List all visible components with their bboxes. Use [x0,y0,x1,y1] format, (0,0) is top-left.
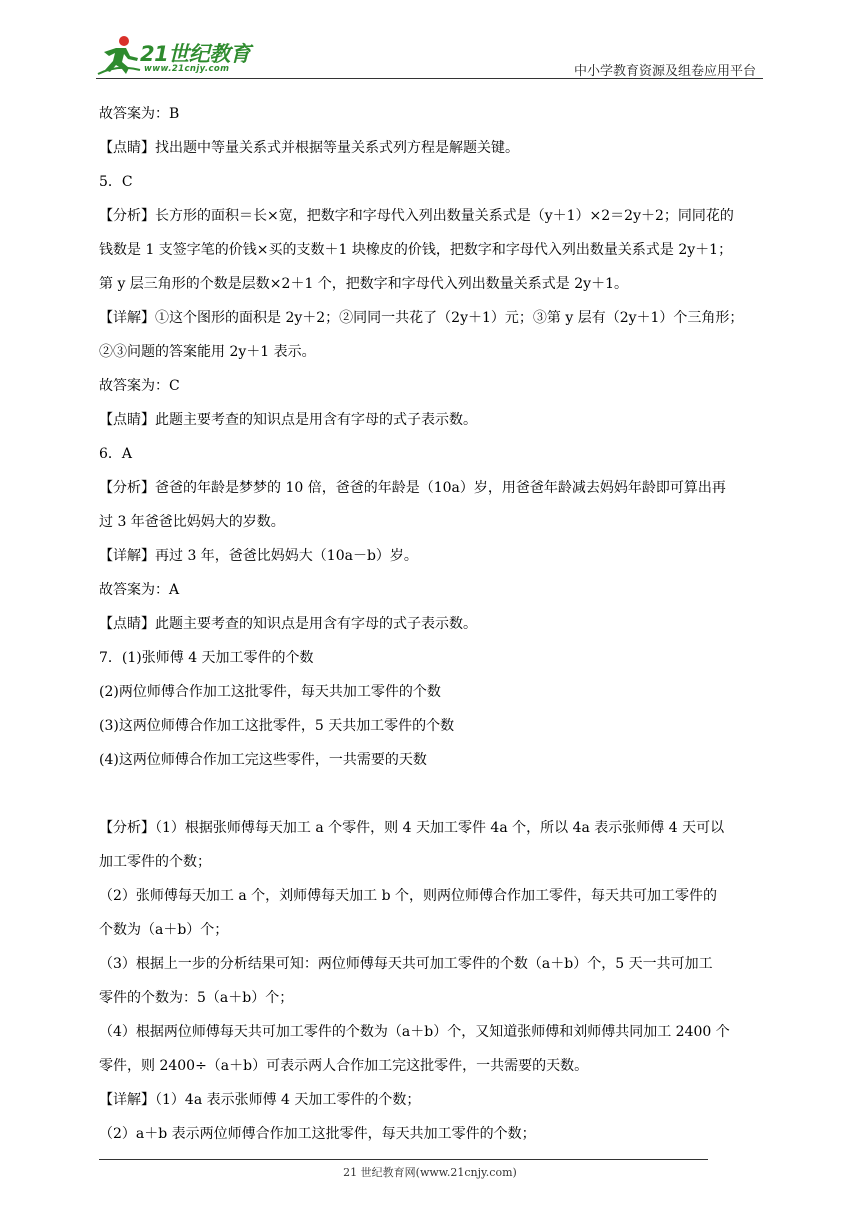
text-line: 零件的个数为：5（a＋b）个； [99,990,294,1006]
text-line: 过 3 年爸爸比妈妈大的岁数。 [99,514,285,530]
text-line: 【点睛】此题主要考查的知识点是用含有字母的式子表示数。 [99,616,477,632]
text-line: 第 y 层三角形的个数是层数×2＋1 个，把数字和字母代入列出数量关系式是 2y＋1。 [99,276,628,292]
text-line: 【分析】（1）根据张师傅每天加工 a 个零件，则 4 天加工零件 4a 个，所以 4a 表示张师傅 4 天可以 [99,820,725,836]
header-divider [96,78,763,79]
text-line: （4）根据两位师傅每天共可加工零件的个数为（a＋b）个，又知道张师傅和刘师傅共同加工 2400 个 [99,1024,730,1040]
text-line: (4)这两位师傅合作加工完这些零件，一共需要的天数 [99,752,427,768]
text-line: 【分析】长方形的面积＝长×宽，把数字和字母代入列出数量关系式是（y＋1）×2＝2y＋2；同同花的 [99,208,734,224]
text-line: 零件，则 2400÷（a＋b）可表示两人合作加工完这批零件，一共需要的天数。 [99,1058,589,1074]
text-line: (3)这两位师傅合作加工这批零件，5 天共加工零件的个数 [99,718,455,734]
text-line: (2)两位师傅合作加工这批零件，每天共加工零件的个数 [99,684,441,700]
text-line: 故答案为：C [99,378,180,394]
text-line: （3）根据上一步的分析结果可知：两位师傅每天共可加工零件的个数（a＋b）个，5 天一共可加工 [99,956,713,972]
text-line: 【详解】①这个图形的面积是 2y＋2；②同同一共花了（2y＋1）元；③第 y 层有（2y＋1）个三角形； [99,310,744,326]
logo-main-text: 21世纪教育 [140,42,251,66]
text-line: ②③问题的答案能用 2y＋1 表示。 [99,344,316,360]
text-line: （2）a＋b 表示两位师傅合作加工这批零件，每天共加工零件的个数； [99,1126,536,1142]
text-line: 【详解】（1）4a 表示张师傅 4 天加工零件的个数； [99,1092,421,1108]
runner-logo-icon [96,34,142,76]
text-line: 【点睛】此题主要考查的知识点是用含有字母的式子表示数。 [99,412,477,428]
footer-divider [99,1159,708,1160]
platform-title: 中小学教育资源及组卷应用平台 [573,64,756,79]
text-line: 【分析】爸爸的年龄是梦梦的 10 倍，爸爸的年龄是（10a）岁，用爸爸年龄减去妈妈年龄即可算出再 [99,480,726,496]
footer-link[interactable]: 21 世纪教育网(www.21cnjy.com) [343,1166,517,1179]
text-line: 个数为（a＋b）个； [99,922,229,938]
text-line: 故答案为：B [99,106,180,122]
page-header [0,0,860,82]
text-line: 钱数是 1 支签字笔的价钱×买的支数＋1 块橡皮的价钱，把数字和字母代入列出数量关系式是 2y＋1； [99,242,733,258]
text-line: 加工零件的个数； [99,854,211,870]
text-line: （2）张师傅每天加工 a 个，刘师傅每天加工 b 个，则两位师傅合作加工零件，每天共可加工零件的 [99,888,718,904]
text-line: 【点睛】找出题中等量关系式并根据等量关系式列方程是解题关键。 [99,140,519,156]
text-line: 故答案为：A [99,582,180,598]
answer-content [99,98,764,1152]
text-line: 【详解】再过 3 年，爸爸比妈妈大（10a－b）岁。 [99,548,418,564]
site-logo[interactable] [96,32,266,78]
question-number: 6．A [99,446,133,462]
question-number: 5．C [99,174,133,190]
logo-url-text: www.21cnjy.com [144,64,230,74]
question-number: 7．(1)张师傅 4 天加工零件的个数 [99,650,314,666]
